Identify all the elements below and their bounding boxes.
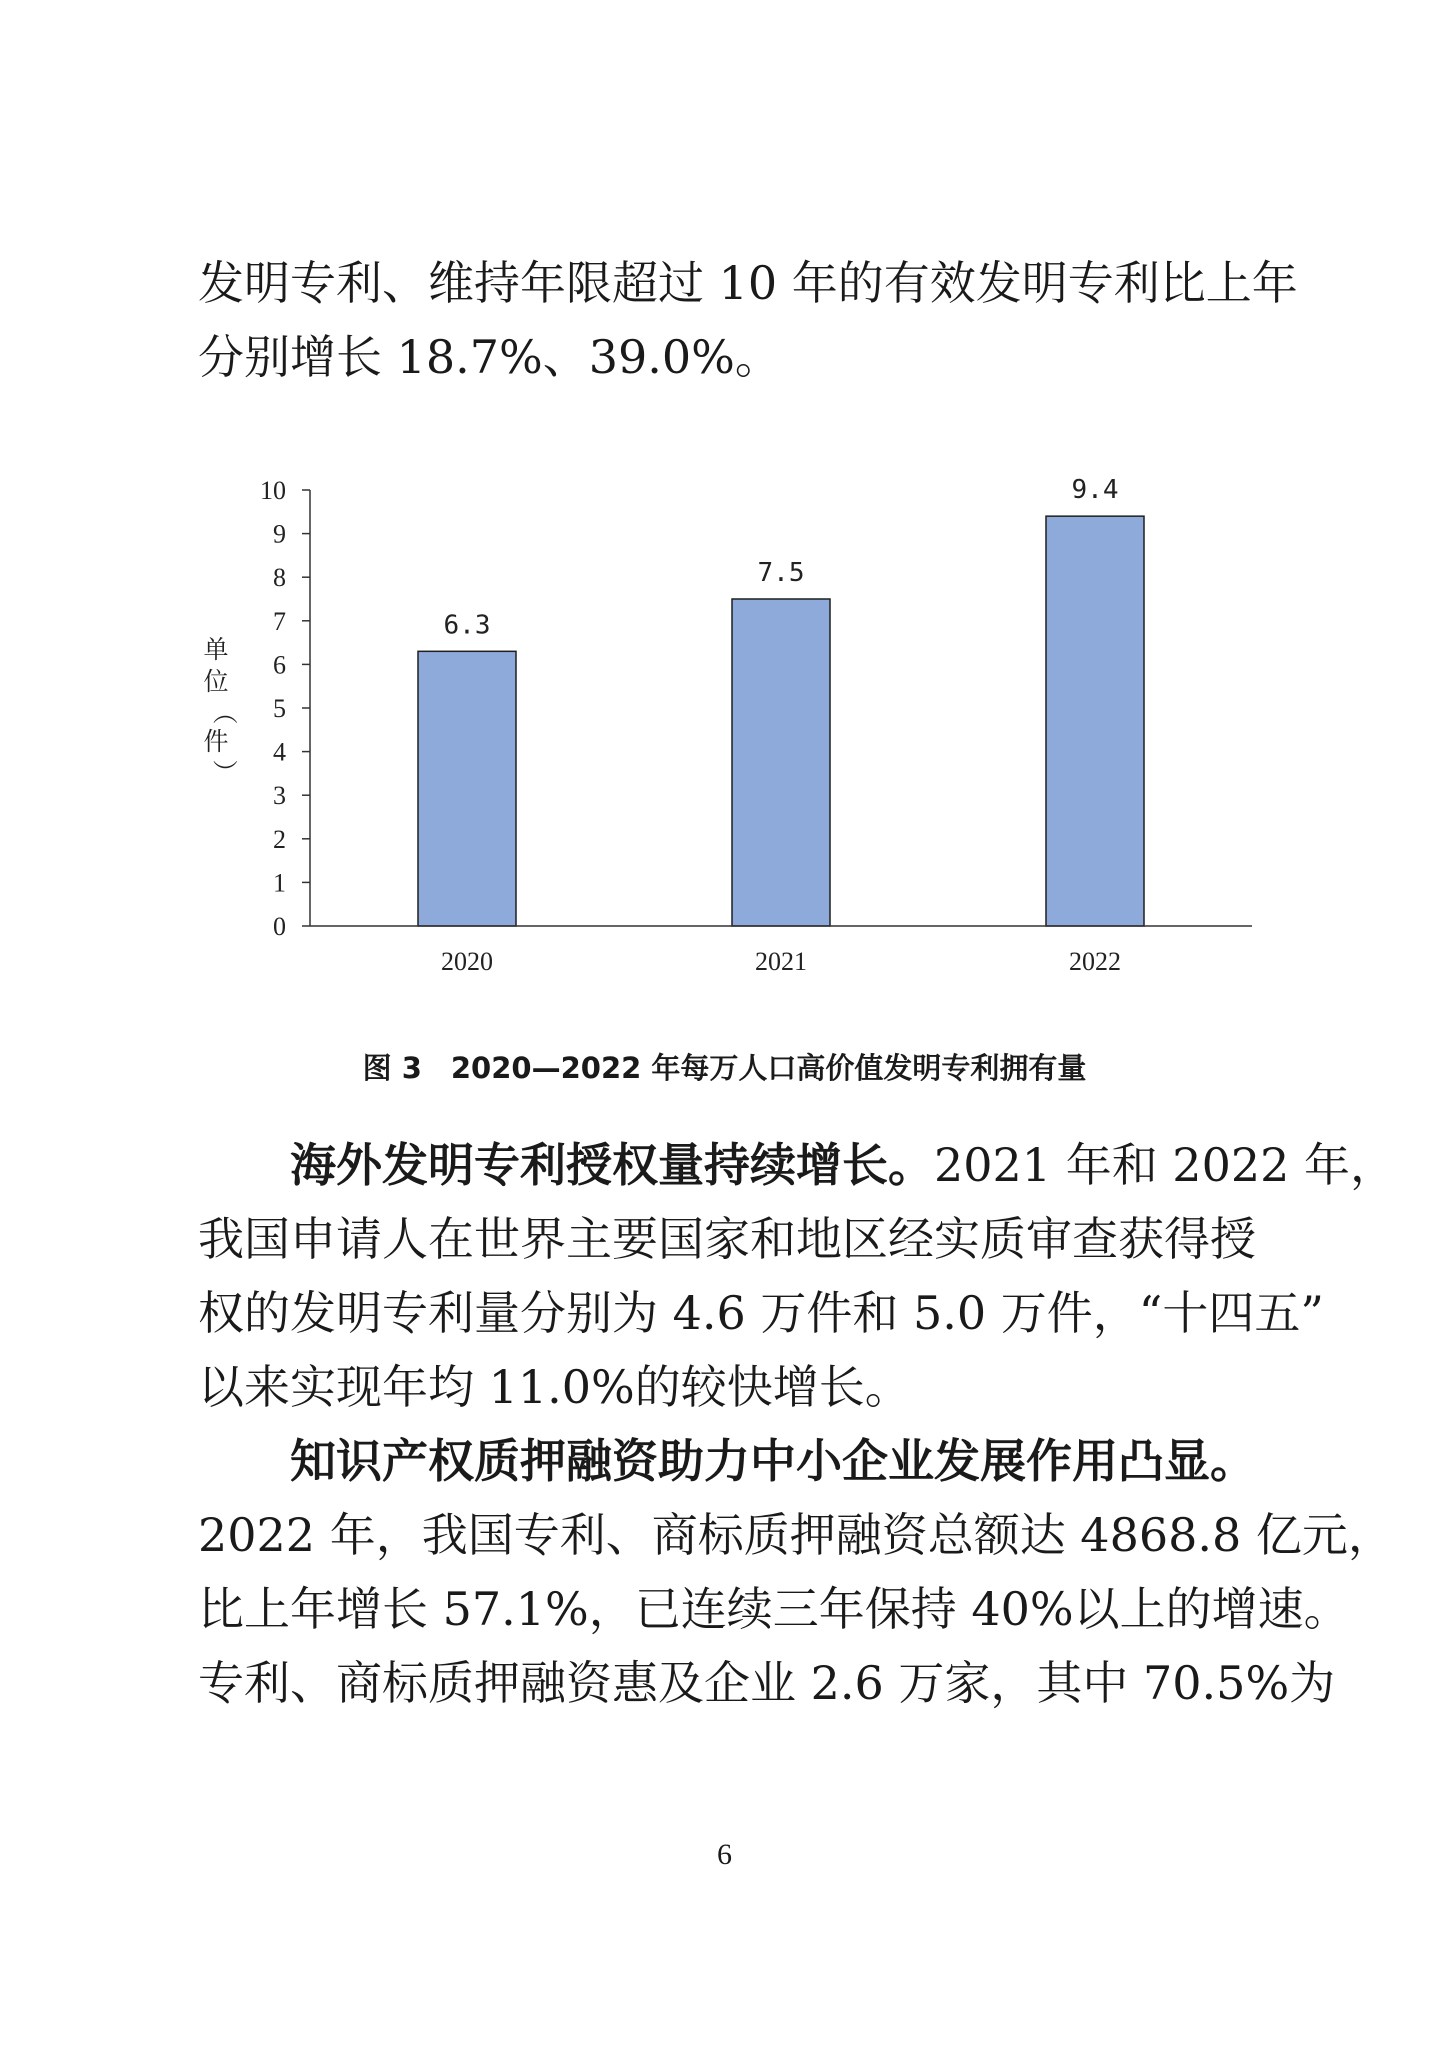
- x-tick-label: 2020: [441, 947, 493, 976]
- bar-2020: [418, 651, 516, 926]
- y-axis-label-char: 单: [203, 635, 229, 664]
- y-tick-label: 10: [260, 476, 286, 505]
- data-label: 7.5: [757, 558, 805, 588]
- data-label: 6.3: [443, 610, 491, 641]
- text-line: 我国申请人在世界主要国家和地区经实质审查获得授: [198, 1212, 1256, 1266]
- y-tick-label: 9: [273, 519, 286, 549]
- y-tick-label: 7: [273, 606, 286, 636]
- y-tick-label: 8: [273, 563, 286, 593]
- text-line: 专利、商标质押融资惠及企业 2.6 万家，其中 70.5%为: [198, 1656, 1336, 1710]
- y-axis-label-char: 件: [203, 727, 229, 756]
- text-run: 2021 年和 2022 年，: [934, 1138, 1396, 1192]
- text-line: 发明专利、维持年限超过 10 年的有效发明专利比上年: [198, 256, 1298, 310]
- x-tick-label: 2021: [755, 947, 807, 976]
- page-number: 6: [717, 1838, 732, 1871]
- x-tick-label: 2022: [1069, 947, 1121, 976]
- text-line: 分别增长 18.7%、39.0%。: [198, 330, 781, 384]
- y-axis-label: [203, 635, 239, 785]
- y-tick-label: 2: [273, 824, 286, 854]
- text-line: 以来实现年均 11.0%的较快增长。: [198, 1360, 911, 1414]
- y-tick-label: 4: [273, 737, 286, 767]
- y-axis-label-char: 位: [203, 667, 229, 696]
- y-tick-label: 3: [273, 781, 286, 811]
- y-tick-label: 6: [273, 650, 286, 680]
- y-tick-label: 1: [273, 868, 286, 898]
- text-line: [198, 1424, 1258, 1498]
- data-label: 9.4: [1071, 475, 1119, 506]
- figure-caption: 图 3 2020—2022 年每万人口高价值发明专利拥有量: [362, 1051, 1087, 1085]
- text-line: 2022 年，我国专利、商标质押融资总额达 4868.8 亿元，: [198, 1508, 1394, 1562]
- overseas-patents-paragraph: [198, 1128, 1396, 1424]
- text-line: 比上年增长 57.1%，已连续三年保持 40%以上的增速。: [198, 1582, 1350, 1636]
- y-tick-label: 0: [273, 912, 286, 941]
- y-axis-label-char: （: [210, 699, 239, 725]
- bar-2021: [732, 599, 830, 926]
- pledge-financing-paragraph: [198, 1424, 1394, 1720]
- text-line: 权的发明专利量分别为 4.6 万件和 5.0 万件，“十四五”: [198, 1286, 1324, 1340]
- y-axis-label-char: ）: [210, 759, 239, 785]
- bar-2022: [1046, 516, 1144, 926]
- paragraph-heading: 海外发明专利授权量持续增长。: [290, 1138, 934, 1192]
- y-tick-label: 5: [273, 694, 286, 723]
- paragraph-heading: 知识产权质押融资助力中小企业发展作用凸显。: [290, 1434, 1256, 1488]
- text-line: [198, 1128, 1396, 1202]
